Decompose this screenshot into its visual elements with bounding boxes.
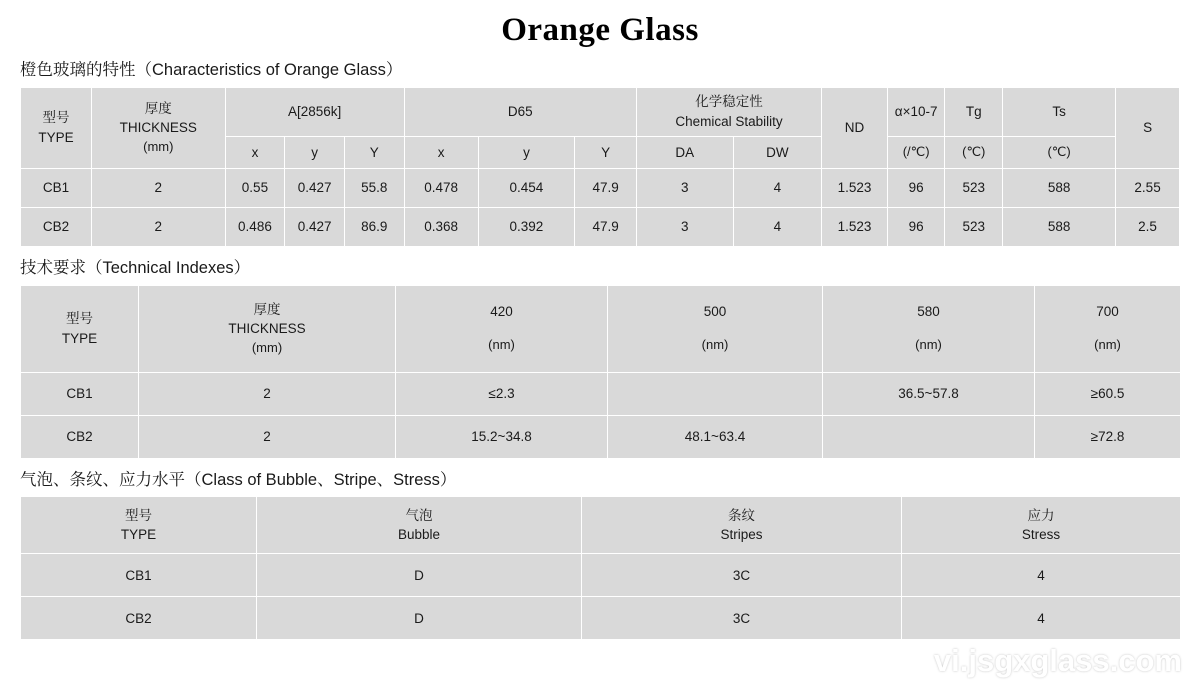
header-420nm-gap [398,322,605,336]
subheader-a-x: x [225,137,285,169]
bubble-stripe-stress-table [20,496,1181,640]
header-chemical-stability-en: Chemical Stability [675,113,783,129]
header-ts: Ts [1003,87,1116,136]
header-type [21,87,92,168]
header-500nm-value: 500 [703,304,727,320]
cell-a-x: 0.486 [225,207,285,246]
header-tg: Tg [945,87,1003,136]
table-row [21,168,1180,207]
cell-tg: 523 [945,207,1003,246]
header-bubble-cn: 气泡 [405,507,433,523]
header-stripes-en: Stripes [720,527,763,543]
cell-thickness: 2 [139,415,396,458]
header-580nm-gap [825,322,1032,336]
cell-580nm: 36.5~57.8 [823,372,1035,415]
header-chemical-stability [636,87,821,136]
header-500nm-unit: (nm) [701,336,729,352]
cell-d-y: 0.392 [478,207,575,246]
table-row [21,554,1181,597]
cell-thickness: 2 [139,372,396,415]
table-row [21,415,1181,458]
header-stress-en: Stress [1021,527,1061,543]
header-700nm [1035,285,1181,372]
section-caption-characteristics: 橙色玻璃的特性（Characteristics of Orange Glass） [20,61,403,79]
subheader-dw: DW [733,137,821,169]
table-row [21,372,1181,415]
cell-nd: 1.523 [822,168,888,207]
header-500nm [608,285,823,372]
header-thickness [139,285,396,372]
cell-thickness: 2 [91,207,225,246]
header-stress-cn: 应力 [1027,507,1055,523]
header-s: S [1116,87,1180,168]
cell-420nm: ≤2.3 [396,372,608,415]
subheader-ts-unit: (℃) [1003,137,1116,169]
header-type-cn: 型号 [125,507,152,523]
table-row [21,597,1181,640]
table-header-row [21,87,1180,136]
cell-a-y: 0.427 [285,168,345,207]
cell-s: 2.55 [1116,168,1180,207]
cell-da: 3 [636,168,733,207]
header-thickness-en: THICKNESS [119,120,197,136]
cell-d-x: 0.368 [404,207,478,246]
cell-stress: 4 [902,597,1181,640]
cell-a-x: 0.55 [225,168,285,207]
cell-ts: 588 [1003,168,1116,207]
header-type-cn: 型号 [42,110,70,126]
subheader-alpha-unit: (/℃) [887,137,945,169]
table-header-row [21,285,1181,372]
subheader-a-y: y [285,137,345,169]
header-type [21,497,257,554]
header-stripes-cn: 条纹 [728,507,755,523]
watermark: vi.jsgxglass.com [933,643,1182,678]
header-thickness-en: THICKNESS [228,321,306,337]
cell-stripes: 3C [582,554,902,597]
header-700nm-value: 700 [1096,304,1119,320]
section-caption-bubble-stripe-stress: 气泡、条纹、应力水平（Class of Bubble、Stripe、Stress） [20,470,457,489]
cell-type: CB2 [21,207,92,246]
header-580nm-value: 580 [917,304,940,320]
cell-stress: 4 [902,554,1181,597]
subheader-d-y: y [478,137,575,169]
cell-type: CB2 [21,597,257,640]
cell-420nm: 15.2~34.8 [396,415,608,458]
header-a2856k: A[2856k] [225,87,404,136]
cell-d-Y: 47.9 [575,207,637,246]
cell-type: CB1 [21,554,257,597]
cell-500nm: 48.1~63.4 [608,415,823,458]
header-type-en: TYPE [38,129,74,145]
cell-alpha: 96 [887,168,945,207]
subheader-d-Y: Y [575,137,637,169]
cell-da: 3 [636,207,733,246]
header-type [21,285,139,372]
header-thickness-unit: (mm) [143,138,174,154]
subheader-tg-unit: (℃) [945,137,1003,169]
header-type-en: TYPE [120,527,157,543]
cell-bubble: D [257,554,582,597]
header-bubble [257,497,582,554]
header-stripes [582,497,902,554]
cell-bubble: D [257,597,582,640]
cell-type: CB1 [21,372,139,415]
document-page [0,6,1200,685]
header-alpha: α×10-7 [887,87,945,136]
header-d65: D65 [404,87,636,136]
header-type-en: TYPE [61,330,98,346]
header-thickness-cn: 厚度 [253,301,281,317]
cell-a-y: 0.427 [285,207,345,246]
page-title: Orange Glass [501,12,699,48]
header-chemical-stability-cn: 化学稳定性 [695,94,763,110]
header-420nm-unit: (nm) [488,336,515,352]
cell-tg: 523 [945,168,1003,207]
cell-nd: 1.523 [822,207,888,246]
cell-700nm: ≥72.8 [1035,415,1181,458]
header-thickness-cn: 厚度 [144,100,172,116]
cell-stripes: 3C [582,597,902,640]
table-row [21,207,1180,246]
cell-500nm [608,372,823,415]
cell-thickness: 2 [91,168,225,207]
table-header-row [21,497,1181,554]
header-nd: ND [822,87,888,168]
header-420nm [396,285,608,372]
header-bubble-en: Bubble [397,527,441,543]
header-stress [902,497,1181,554]
cell-d-x: 0.478 [404,168,478,207]
cell-a-Y: 55.8 [344,168,404,207]
header-580nm [823,285,1035,372]
header-580nm-unit: (nm) [915,336,942,352]
cell-580nm [823,415,1035,458]
cell-dw: 4 [733,168,821,207]
header-420nm-value: 420 [490,304,513,320]
header-700nm-unit: (nm) [1094,336,1121,352]
subheader-da: DA [636,137,733,169]
cell-s: 2.5 [1116,207,1180,246]
header-thickness [91,87,225,168]
header-type-cn: 型号 [66,311,93,327]
cell-ts: 588 [1003,207,1116,246]
cell-type: CB2 [21,415,139,458]
technical-indexes-table [20,285,1181,459]
header-500nm-gap [610,322,820,336]
cell-d-Y: 47.9 [575,168,637,207]
subheader-d-x: x [404,137,478,169]
cell-d-y: 0.454 [478,168,575,207]
cell-dw: 4 [733,207,821,246]
cell-alpha: 96 [887,207,945,246]
characteristics-table [20,87,1180,247]
subheader-a-Y: Y [344,137,404,169]
cell-a-Y: 86.9 [344,207,404,246]
section-caption-technical-indexes: 技术要求（Technical Indexes） [20,258,251,277]
header-700nm-gap [1037,322,1178,336]
cell-700nm: ≥60.5 [1035,372,1181,415]
cell-type: CB1 [21,168,92,207]
header-thickness-unit: (mm) [251,339,283,355]
